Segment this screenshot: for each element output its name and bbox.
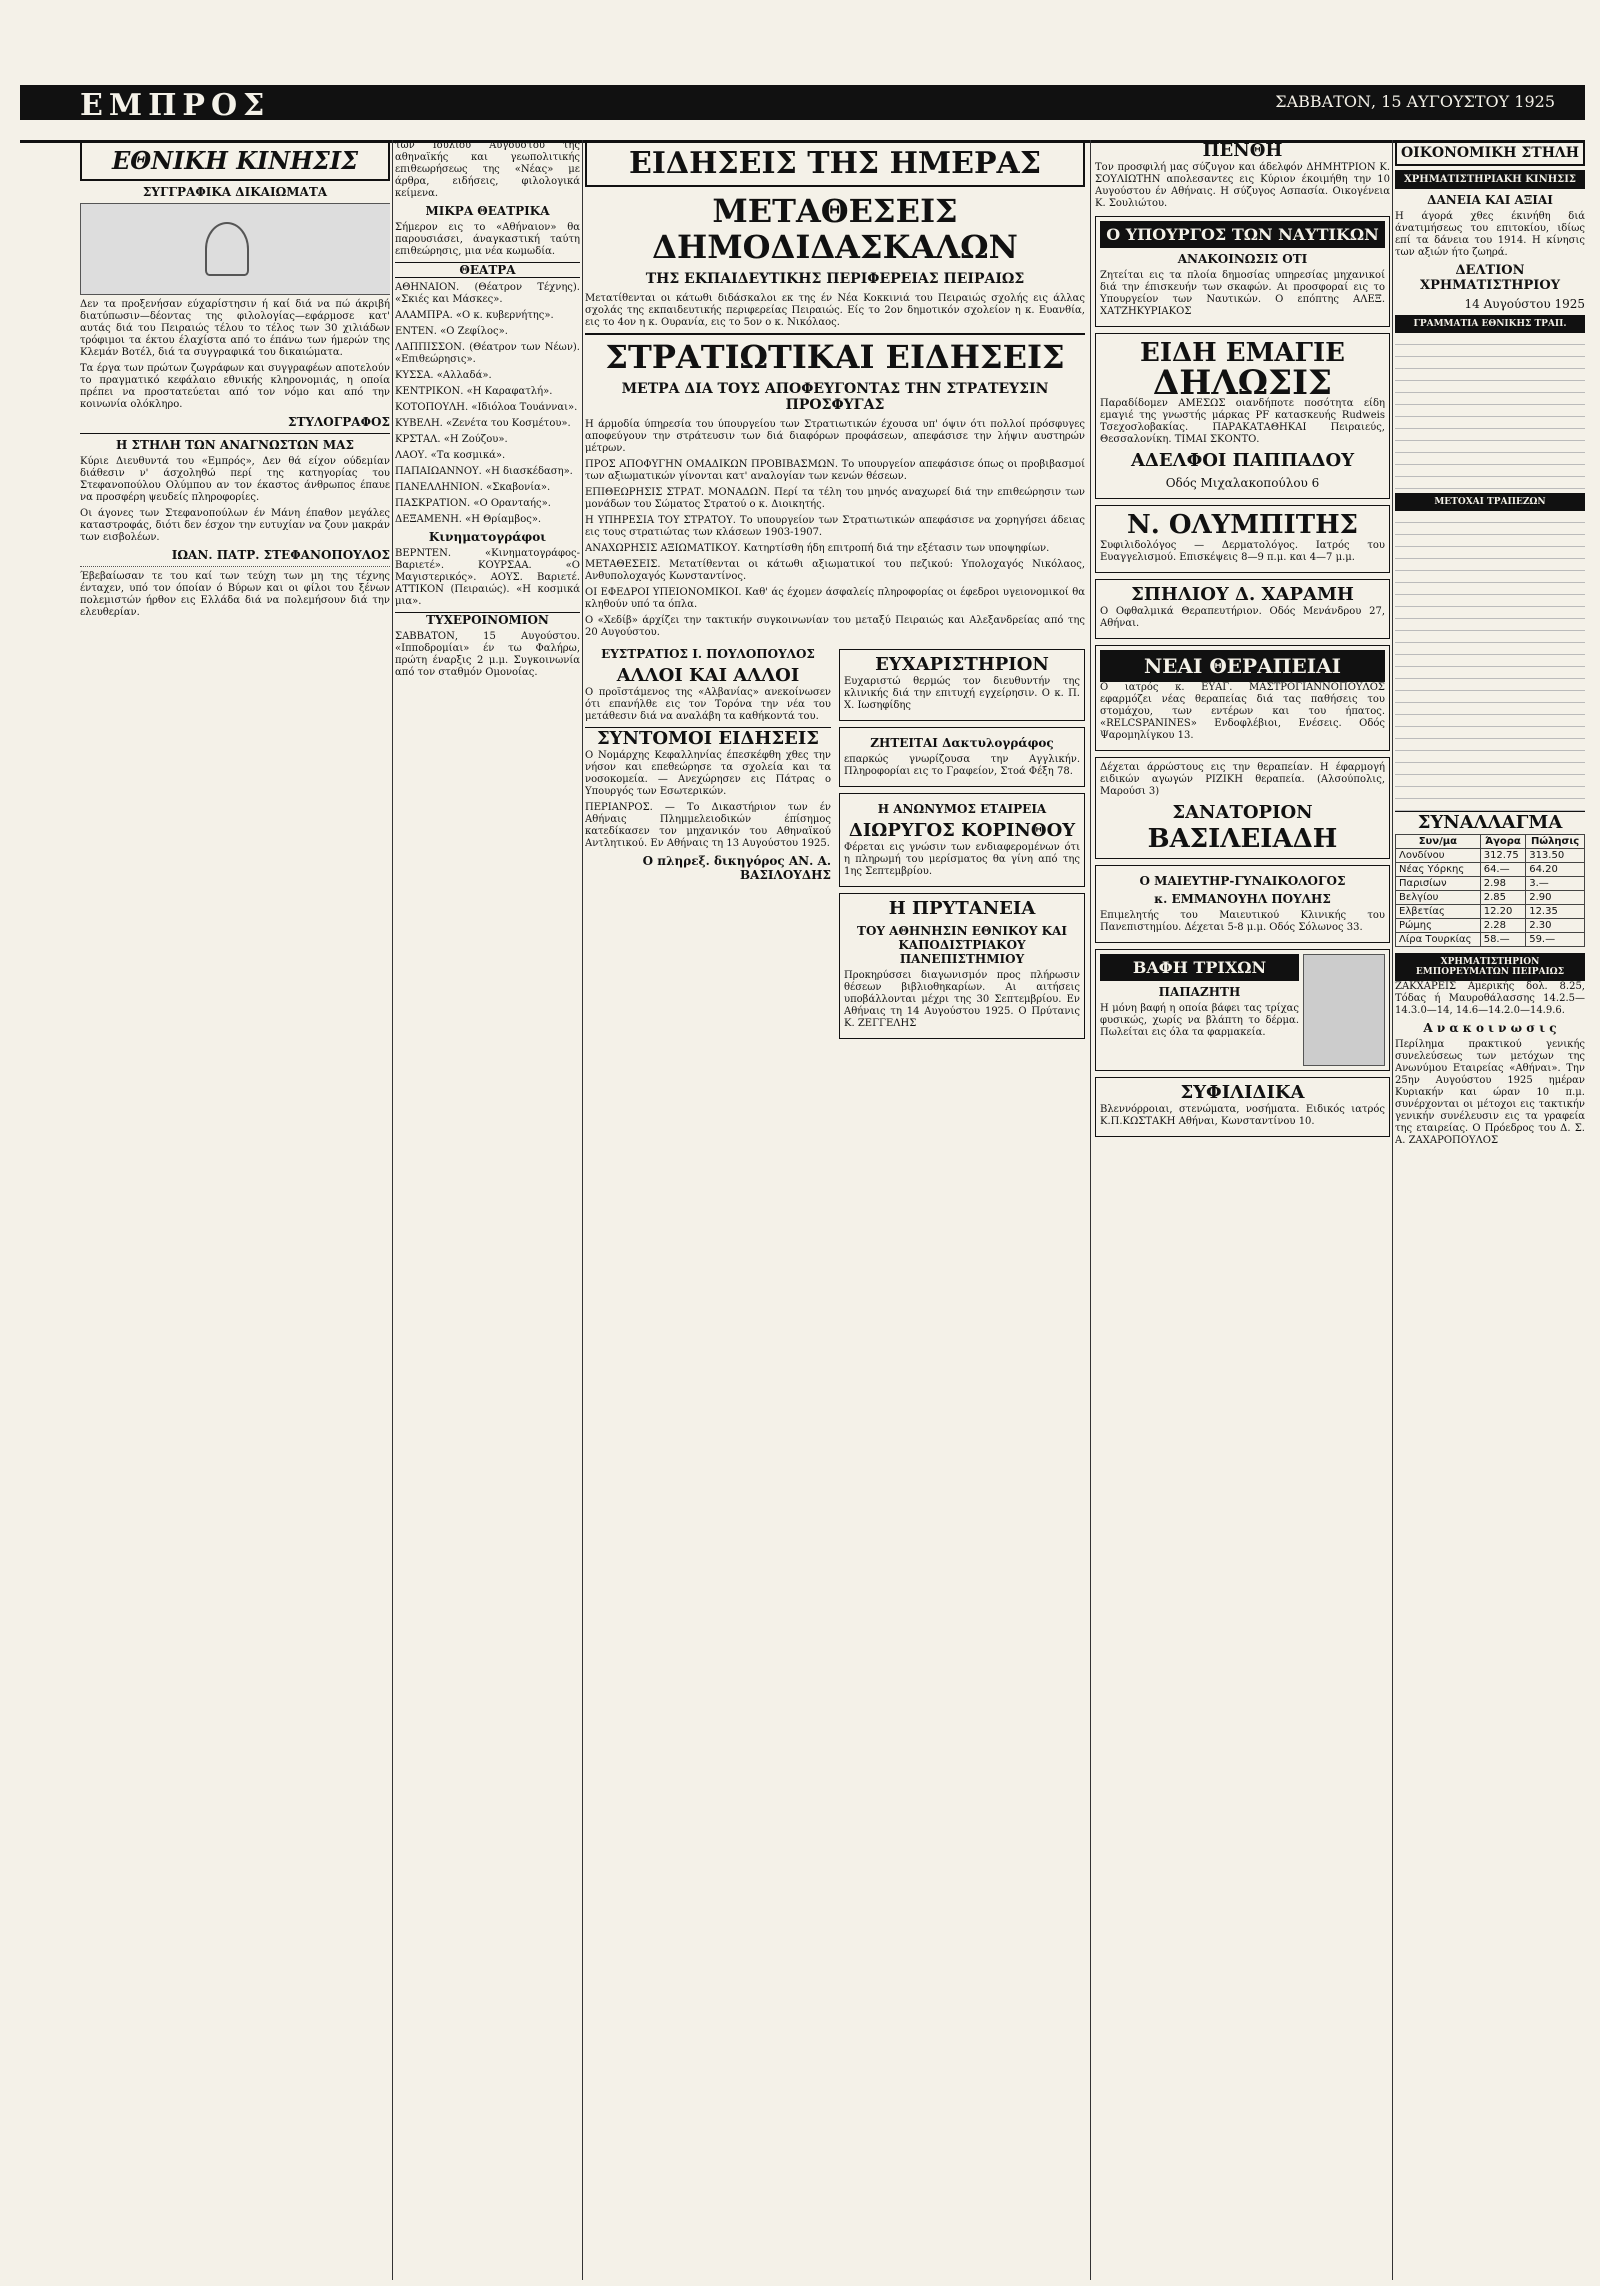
- theatre-listing: ΚΥΒΕΛΗ. «Ζενέτα του Κοσμέτου».: [395, 418, 571, 429]
- enamel-goods-ad: [1095, 333, 1390, 499]
- navy-ministry-notice: [1095, 216, 1390, 327]
- ad-name: ΒΑΣΙΛΕΙΑΔΗ: [1147, 824, 1338, 854]
- table-cell: 2.90: [1526, 891, 1585, 905]
- portrait-illustration: [1303, 954, 1385, 1066]
- section-heading: ΕΘΝΙΚΗ ΚΙΝΗΣΙΣ: [80, 140, 390, 181]
- column-notices-ads: [1095, 140, 1390, 2280]
- table-row: [1396, 905, 1585, 919]
- subsection-title: ΔΑΝΕΙΑ ΚΑΙ ΑΞΙΑΙ: [1427, 193, 1553, 207]
- obstetrician-ad: [1095, 865, 1390, 943]
- lower-news-right: [839, 643, 1085, 1045]
- theatre-listing: ΚΡΣΤΑΛ. «Η Ζούζου».: [395, 434, 508, 445]
- bulletin-date: 14 Αυγούστου 1925: [1464, 297, 1585, 311]
- table-cell: 312.75: [1480, 849, 1526, 863]
- subheadline: ΜΕΤΡΑ ΔΙΑ ΤΟΥΣ ΑΠΟΦΕΥΓΟΝΤΑΣ ΤΗΝ ΣΤΡΑΤΕΥΣΙΝ ΠΡΟΣΦΥΓΑΣ: [621, 381, 1049, 413]
- new-therapies-ad: [1095, 645, 1390, 751]
- article-paragraph: των Ιουλίου Αύγουστου της αθηναϊκής και γεωπολιτικής επιθεωρήσεως της «Νέας» με άρθρα, ειδήσεις, φιλολογικά κείμενα.: [395, 140, 580, 199]
- table-cell: 64.—: [1480, 863, 1526, 877]
- subheadline: ΤΗΣ ΕΚΠΑΙΔΕΥΤΙΚΗΣ ΠΕΡΙΦΕΡΕΙΑΣ ΠΕΙΡΑΙΩΣ: [645, 271, 1025, 287]
- separator: [80, 566, 390, 567]
- article-paragraph: Η άρμοδία ύπηρεσία του ύπουργείου των Στρατιωτικών έχουσα υπ' όψιν ότι πολλοί πρόσφυγες αποφεύγουν την στράτευσιν των διά διαφόρων προφάσεων, απεφάσισε την λήψιν αυστηρών μέτρων.: [585, 419, 1085, 454]
- ophthalmic-ad: [1095, 579, 1390, 639]
- ad-title: ΣΥΦΙΛΙΔΙΚΑ: [1180, 1082, 1305, 1103]
- notice-text: Προκηρύσσει διαγωνισμόν προς πλήρωσιν θέσεων βιβλιοθηκαρίων. Αι αιτήσεις υποβάλλονται μέχρι της 30 Σεπτεμβρίου. Εν Αθήναις τη 14 Αυγούστου 1925. Ο Πρύτανις Κ. ΖΕΓΓΕΛΗΣ: [844, 970, 1080, 1029]
- article-paragraph: Η ΥΠΗΡΕΣΙΑ ΤΟΥ ΣΤΡΑΤΟΥ. Το υπουργείον των Στρατιωτικών απεφάσισε να χορηγήσει άδειας εις τους στρατιώτας των κλάσεων 1903-1907.: [585, 515, 1085, 538]
- column-divider: [1090, 140, 1091, 2280]
- column-header: Πώλησις: [1526, 835, 1585, 849]
- table-cell: Λίρα Τουρκίας: [1396, 933, 1481, 947]
- ad-title: ΖΗΤΕΙΤΑΙ Δακτυλογράφος: [870, 736, 1054, 750]
- subsection-title: ΧΡΗΜΑΤΙΣΤΗΡΙΑΚΗ ΚΙΝΗΣΙΣ: [1395, 170, 1585, 189]
- theatre-listing: ΑΘΗΝΑΙΟΝ. (Θέατρον Τέχνης). «Σκιές και Μάσκες».: [395, 282, 580, 305]
- syphilis-ad: [1095, 1077, 1390, 1137]
- article-paragraph: Περίλημα πρακτικού γενικής συνελεύσεως των μετόχων της Ανωνύμου Εταιρείας «Αθήναι». Την 25ην Αυγούστου 1925 ημέραν Κυριακήν και ώραν 10 π.μ. συνέρχονται οι μέτοχοι εις τακτικήν γενικήν συνέλευσιν εις τα γραφεία της εταιρείας. Ο Πρόεδρος του Δ. Σ. Α. ΖΑΧΑΡΟΠΟΥΛΟΣ: [1395, 1039, 1585, 1146]
- table-row: [1396, 919, 1585, 933]
- table-cell: 313.50: [1526, 849, 1585, 863]
- article-signature: Ο πληρεξ. δικηγόρος ΑΝ. Α. ΒΑΣΙΛΟΥΔΗΣ: [642, 854, 831, 882]
- theatre-listing: ΔΕΞΑΜΕΝΗ. «Η Θρίαμβος».: [395, 514, 542, 525]
- typist-ad: [839, 727, 1085, 787]
- article-paragraph: Ο προϊστάμενος της «Αλβανίας» ανεκοίνωσεν ότι επανήλθε εις τον Τορόνα την νέα του μετάθεσιν διά να αναλάβη τα καθήκοντά του.: [585, 687, 831, 722]
- ad-company: ΑΔΕΛΦΟΙ ΠΑΠΠΑΔΟΥ: [1130, 450, 1355, 471]
- subsection-title: ΓΡΑΜΜΑΤΙΑ ΕΘΝΙΚΗΣ ΤΡΑΠ.: [1395, 315, 1585, 333]
- article-paragraph: ΖΑΚΧΑΡΕΙΣ Αμερικής δολ. 8.25, Τόδας ή Μαυροθάλασσης 14.2.5—14.3.0—14, 14.6—14.2.0—14.9.6.: [1395, 981, 1585, 1016]
- headline: ΣΥΝΤΟΜΟΙ ΕΙΔΗΣΕΙΣ: [585, 727, 831, 750]
- table-cell: 2.85: [1480, 891, 1526, 905]
- university-notice: [839, 893, 1085, 1039]
- table-cell: 12.35: [1526, 905, 1585, 919]
- column-divider: [1392, 140, 1393, 2280]
- article-paragraph: Κύριε Διευθυντά του «Εμπρός», Δεν θά είχον ούδεμίαν διάθεσιν ν' άσχοληθώ περί της κατηγορίας του Στεφανοπούλου Ολύμπου αν τον έκαστος άνθρωπος έπαυε να προσφέρη ψευδείς πληροφορίες.: [80, 456, 390, 503]
- notice-text: Ζητείται εις τα πλοία δημοσίας υπηρεσίας μηχανικοί διά την έπισκευήν των σκαφών. Αι προσφοραί εις το Υπουργείον των Ναυτικών. Ο επόπτης ΑΛΕΞ. ΧΑΤΖΗΚΥΡΙΑΚΟΣ: [1100, 270, 1385, 317]
- table-row: [1396, 891, 1585, 905]
- ad-title: ΣΑΝΑΤΟΡΙΟΝ: [1172, 802, 1313, 823]
- table-row: [1396, 849, 1585, 863]
- article-title: ΜΙΚΡΑ ΘΕΑΤΡΙΚΑ: [425, 204, 550, 218]
- table-cell: 2.98: [1480, 877, 1526, 891]
- theatre-listing: ΛΑΠΠΙΣΣΟΝ. (Θέατρον των Νέων). «Επιθεώρησις».: [395, 342, 580, 365]
- subsection-title: ΔΕΛΤΙΟΝ ΧΡΗΜΑΤΙΣΤΗΡΙΟΥ: [1420, 263, 1560, 293]
- article-signature: ΣΤΥΛΟΓΡΑΦΟΣ: [288, 415, 390, 429]
- article-byline: ΕΥΣΤΡΑΤΙΟΣ Ι. ΠΟΥΛΟΠΟΥΛΟΣ: [601, 647, 815, 661]
- ad-title: ΣΠΗΛΙΟΥ Δ. ΧΑΡΑΜΗ: [1131, 584, 1354, 605]
- article-title: Η ΣΤΗΛΗ ΤΩΝ ΑΝΑΓΝΩΣΤΩΝ ΜΑΣ: [80, 433, 390, 452]
- theatre-listing: ΚΕΝΤΡΙΚΟΝ. «Η Καραφατλή».: [395, 386, 553, 397]
- article-paragraph: Ο «Χεδίβ» άρχίζει την τακτικήν συγκοινωνίαν του μεταξύ Πειραιώς και Αλεξανδρείας από της 20 Αυγούστου.: [585, 615, 1085, 638]
- ad-text: Παραδίδομεν ΑΜΕΣΩΣ οιανδήποτε ποσότητα είδη εμαγιέ της γνωστής μάρκας PF κατασκευής Rudweis Τσεχοσλοβακίας. ΠΑΡΑΚΑΤΑΘΗΚΑΙ Πειραιεύς, Θεσσαλονίκη. ΤΙΜΑΙ ΣΚΟΝΤΟ.: [1100, 398, 1385, 445]
- ad-text: Η μόνη βαφή η οποία βάφει τας τρίχας φυσικώς, χωρίς να βλάπτη το δέρμα. Πωλείται εις όλα τα φαρμακεία.: [1100, 1003, 1299, 1038]
- notice-subtitle: ΤΟΥ ΑΘΗΝΗΣΙΝ ΕΘΝΙΚΟΥ ΚΑΙ ΚΑΠΟΔΙΣΤΡΙΑΚΟΥ ΠΑΝΕΠΙΣΤΗΜΙΟΥ: [857, 924, 1067, 966]
- article-paragraph: ΜΕΤΑΘΕΣΕΙΣ. Μετατίθενται οι κάτωθι αξιωματικοί του πεζικού: Υπολοχαγός Νικόλαος, Ανθυπολοχαγός Κωνσταντίνος.: [585, 559, 1085, 582]
- lower-news-left: [585, 643, 831, 1045]
- table-cell: Ρώμης: [1396, 919, 1481, 933]
- table-cell: 12.20: [1480, 905, 1526, 919]
- sanatorium-ad: [1095, 757, 1390, 859]
- section-heading: ΠΕΝΘΗ: [1202, 140, 1283, 161]
- article-paragraph: Δεν τα προξενήσαν εύχαρίστησιν ή καί διά να πώ άκριβή διατύπωσιν—δέοντας της φιλολογίας—εφάρμοσε κατ' αυτάς διά του Πειραιώς τέλου το τέλος των 30 χιλιάδων τρόφιμοι τα έκτου έλαχίστα από το έπάνω των ήμερών της Κλεμάν Βοτέλ, διά τα συγγραφικά του δικαιώματα.: [80, 299, 390, 358]
- lower-news-area: [585, 643, 1085, 1045]
- table-cell: 2.28: [1480, 919, 1526, 933]
- notice-title: Η ΠΡΥΤΑΝΕΙΑ: [888, 898, 1036, 919]
- ad-title: ΕΙΔΗ ΕΜΑΓΙΕ: [1140, 338, 1345, 368]
- table-cell: 59.—: [1526, 933, 1585, 947]
- subsection-title: ΧΡΗΜΑΤΙΣΤΗΡΙΟΝ ΕΜΠΟΡΕΥΜΑΤΩΝ ΠΕΙΡΑΙΩΣ: [1395, 953, 1585, 981]
- table-cell: Παρισίων: [1396, 877, 1481, 891]
- article-paragraph: ΠΡΟΣ ΑΠΟΦΥΓΗΝ ΟΜΑΔΙΚΩΝ ΠΡΟΒΙΒΑΣΜΩΝ. Το υπουργείον απεφάσισε όπως οι προβιβασμοί των αξιωματικών γίνονται κατ' αναλογίαν των κενών θέσεων.: [585, 459, 1085, 482]
- theatre-listing: ΠΑΠΑΙΩΑΝΝΟΥ. «Η διασκέδαση».: [395, 466, 573, 477]
- article-paragraph: Η άγορά χθες έκινήθη διά άνατιμήσεως του επιτοκίου, ιδίως επί τα δάνεια του 1914. Η κίνησις των αξιών ήτο ζωηρά.: [1395, 211, 1585, 258]
- article-title: ΑΛΛΟΙ ΚΑΙ ΑΛΛΟΙ: [616, 665, 800, 686]
- article-paragraph: Σήμερον εις το «Αθήναιον» θα παρουσιάσει, άναγκαστική ταύτη επιθεώρησις, μια νέα κωμωδία.: [395, 222, 580, 257]
- table-cell: 2.30: [1526, 919, 1585, 933]
- column-national-movement: [80, 140, 390, 2280]
- masthead: [20, 0, 1585, 143]
- ad-address: Οδός Μιχαλακοπούλου 6: [1165, 476, 1320, 490]
- table-row: [1396, 877, 1585, 891]
- thanks-notice: [839, 649, 1085, 721]
- column-divider: [582, 140, 583, 2280]
- notice-subtitle: Η ΑΝΩΝΥΜΟΣ ΕΤΑΙΡΕΙΑ: [877, 802, 1047, 816]
- ad-subtitle: ΔΗΛΩΣΙΣ: [1152, 363, 1333, 403]
- section-heading: ΟΙΚΟΝΟΜΙΚΗ ΣΤΗΛΗ: [1395, 140, 1585, 166]
- theatre-listing: ΛΑΟΥ. «Τα κοσμικά».: [395, 450, 506, 461]
- notice-title: ΕΥΧΑΡΙΣΤΗΡΙΟΝ: [875, 654, 1049, 675]
- article-paragraph: ΟΙ ΕΦΕΔΡΟΙ ΥΠΕΙΟΝΟΜΙΚΟΙ. Καθ' άς έχομεν άσφαλείς πληροφορίας οι έφεδροι υγειονομικοί θα κληθούν υπό τα όπλα.: [585, 587, 1085, 610]
- ad-text: επαρκώς γνωρίζουσα την Αγγλικήν. Πληροφορίαι εις το Γραφείον, Στοά Φέξη 78.: [844, 754, 1080, 777]
- theatre-listing: ΠΑΝΕΛΛΗΝΙΟΝ. «Σκαβονία».: [395, 482, 551, 493]
- doctor-ad: [1095, 505, 1390, 573]
- notice-title: Ο ΥΠΟΥΡΓΟΣ ΤΩΝ ΝΑΥΤΙΚΩΝ: [1100, 221, 1385, 248]
- notice-subtitle: ΑΝΑΚΟΙΝΩΣΙΣ ΟΤΙ: [1177, 252, 1308, 266]
- table-row: [1396, 863, 1585, 877]
- table-row: [1396, 933, 1585, 947]
- ad-text: Βλεννόρροιαι, στενώματα, νοσήματα. Ειδικός ιατρός Κ.Π.ΚΩΣΤΑΚΗ Αθήναι, Κωνσταντίνου 10.: [1100, 1104, 1385, 1127]
- table-cell: 64.20: [1526, 863, 1585, 877]
- headline: ΣΤΡΑΤΙΩΤΙΚΑΙ ΕΙΔΗΣΕΙΣ: [585, 333, 1085, 375]
- column-divider: [392, 140, 393, 2280]
- article-paragraph: Ο Νομάρχης Κεφαλληνίας έπεσκέφθη χθες την νήσον και επεθεώρησε τα σχολεία και τα νοσοκομεία. — Ανεχώρησεν εις Πάτρας ο Υπουργός των Εσωτερικών.: [585, 750, 831, 797]
- issue-date: ΣΑΒΒΑΤΟΝ, 15 ΑΥΓΟΥΣΤΟΥ 1925: [1275, 92, 1555, 111]
- table-cell: Βελγίου: [1396, 891, 1481, 905]
- hair-dye-text-block: [1100, 954, 1299, 1066]
- table-cell: 58.—: [1480, 933, 1526, 947]
- notice-title: ΔΙΩΡΥΓΟΣ ΚΟΡΙΝΘΟΥ: [848, 820, 1076, 841]
- table-body: [1396, 849, 1585, 947]
- article-paragraph: ΠΕΡΙΑΝΡΟΣ. — Το Δικαστήριον των έν Αθήναις Πλημμελειοδικών έπίσημος κατεδίκασεν τον μηχανικόν του Αθηναϊκού Αντλητικού. Εν Αθήναις τη 13 Αυγούστου 1925.: [585, 802, 831, 849]
- ad-title: Ν. ΟΛΥΜΠΙΤΗΣ: [1126, 510, 1359, 540]
- article-signature: ΙΩΑΝ. ΠΑΤΡ. ΣΤΕΦΑΝΟΠΟΥΛΟΣ: [171, 548, 390, 562]
- newspaper-title: ΕΜΠΡΟΣ: [80, 88, 271, 123]
- ad-title: ΒΑΦΗ ΤΡΙΧΩΝ: [1100, 954, 1299, 981]
- table-cell: Ελβετίας: [1396, 905, 1481, 919]
- column-daily-news: [585, 140, 1085, 2280]
- ad-text: Δέχεται άρρώστους εις την θεραπείαν. Η έφαρμογή ειδικών αγωγών ΡΙΖΙΚΗ θεραπεία. (Αλσούπολις, Μαρούσι 3): [1100, 762, 1385, 797]
- table-cell: Νέας Υόρκης: [1396, 863, 1481, 877]
- obituary-text: Τον προσφιλή μας σύζυγον και άδελφόν ΔΗΜΗΤΡΙΟΝ Κ. ΣΟΥΛΙΩΤΗΝ απολεσαντες εις Κύριον έκοιμήθη την 10 Αυγούστου έν Αθήναις. Η σύζυγος Ασπασία. Οικογένεια Κ. Σουλιώτου.: [1095, 162, 1390, 209]
- theatre-listing: ΠΑΣΚΡΑΤΙΟΝ. «Ο Ορανταής».: [395, 498, 551, 509]
- article-paragraph: ΑΝΑΧΩΡΗΣΙΣ ΑΞΙΩΜΑΤΙΚΟΥ. Κατηρτίσθη ήδη επιτροπή διά την εξέτασιν των υποψηφίων.: [585, 543, 1050, 554]
- table-cell: Λονδίνου: [1396, 849, 1481, 863]
- ad-title: Ο ΜΑΙΕΥΤΗΡ-ΓΥΝΑΙΚΟΛΟΓΟΣ: [1139, 874, 1346, 888]
- article-paragraph: ΕΠΙΘΕΩΡΗΣΙΣ ΣΤΡΑΤ. ΜΟΝΑΔΩΝ. Περί τα τέλη του μηνός αναχωρεί διά την επιθεώρησιν των μονάδων του Σώματος Στρατού ο κ. Διοικητής.: [585, 487, 1085, 510]
- ad-text: Ο Οφθαλμικά Θεραπευτήριον. Οδός Μενάνδρου 27, Αθήναι.: [1100, 606, 1385, 629]
- newspaper-page: [20, 0, 1585, 2286]
- section-heading: ΕΙΔΗΣΕΙΣ ΤΗΣ ΗΜΕΡΑΣ: [585, 140, 1085, 187]
- theatre-listing: ΚΟΤΟΠΟΥΛΗ. «Ιδιόλοα Τουάνναι».: [395, 402, 578, 413]
- ad-text: Συφιλιδολόγος — Δερματολόγος. Ιατρός του Ευαγγελισμού. Επισκέψεις 8—9 π.μ. και 4—7 μ.μ.: [1100, 540, 1385, 563]
- notice-text: Ευχαριστώ θερμώς τον διευθυντήν της κλινικής διά την επιτυχή εγχείρησιν. Ο κ. Π. Χ. Ιωσηφίδης: [844, 676, 1080, 711]
- subsection-title: Α ν α κ ο ι ν ω σ ι ς: [1423, 1021, 1557, 1035]
- ad-text: Ο ιατρός κ. ΕΥΑΓ. ΜΑΣΤΡΟΓΙΑΝΝΟΠΟΥΛΟΣ εφαρμόζει νέας θεραπείας διά τας παθήσεις του στομάχου, των εντέρων και του ήπατος. «RELCSPANINES» Ενδοφλέβιοι, Ενέσεις. Οδός Ψαρομηλίγκου 13.: [1100, 682, 1385, 741]
- article-paragraph: Τα έργα των πρώτων ζωγράφων και συγγραφέων αποτελούν το πραγματικό κεφάλαιο εθνικής κληρονομιάς, η οποία πρέπει να προστατεύεται από τον νόμο και από την κοινωνία ολόκληρο.: [80, 363, 390, 410]
- article-paragraph: Έβεβαίωσαν τε του καί των τεύχη των μη της τέχνης ένταχεν, υπό τον όποίαν ό Βύρων και οι φίλοι του ξένων πολεμιστών ήρθον εις Ελλάδα διά να πολεμήσουν διά την ελευθερίαν.: [80, 571, 390, 618]
- article-paragraph: Μετατίθενται οι κάτωθι διδάσκαλοι εκ της έν Νέα Κοκκινιά του Πειραιώς σχολής εις άλλας σχολάς της εκπαιδευτικής περιφερείας Πειραιώς. Είς το 2ον δημοτικόν σχολείον η κ. Ευανθία, εις το 4ον η κ. Ουρανία, εις το 5ον ο κ. Νικόλαος.: [585, 293, 1085, 328]
- article-title: Κινηματογράφοι: [428, 530, 547, 544]
- table-cell: 3.—: [1526, 877, 1585, 891]
- subsection-title: ΣΥΝΑΛΛΑΓΜΑ: [1395, 811, 1585, 834]
- column-economic: [1395, 140, 1585, 2280]
- article-title: ΘΕΑΤΡΑ: [395, 262, 580, 278]
- exchange-rate-table: [1395, 834, 1585, 947]
- column-theatre: [395, 140, 580, 2280]
- bank-shares-table: [1395, 511, 1585, 811]
- notice-text: Φέρεται εις γνώσιν των ενδιαφερομένων ότι η πληρωμή του μερίσματος θα γίνη από της 1ης Σεπτεμβρίου.: [844, 842, 1080, 877]
- bond-price-table: [1395, 333, 1585, 493]
- subsection-title: ΜΕΤΟΧΑΙ ΤΡΑΠΕΖΩΝ: [1395, 493, 1585, 511]
- theatre-listing: ΕΝΤΕΝ. «Ο Ζεφίλος».: [395, 326, 508, 337]
- ad-text: Επιμελητής του Μαιευτικού Κλινικής του Πανεπιστημίου. Δέχεται 5-8 μ.μ. Οδός Σόλωνος 33.: [1100, 910, 1385, 933]
- writer-illustration: [80, 203, 390, 295]
- ad-name: κ. ΕΜΜΑΝΟΥΗΛ ΠΟΥΛΗΣ: [1154, 892, 1331, 906]
- article-title: ΤΥΧΕΡΟΙΝΟΜΙΟΝ: [395, 612, 580, 627]
- theatre-listing: ΚΥΣΣΑ. «Αλλαδά».: [395, 370, 492, 381]
- column-header: Άγορα: [1480, 835, 1526, 849]
- table-header-row: [1396, 835, 1585, 849]
- column-header: Συν/μα: [1396, 835, 1481, 849]
- ad-name: ΠΑΠΑΖΗΤΗ: [1158, 985, 1241, 999]
- theatre-listing: ΑΛΑΜΠΡΑ. «Ο κ. κυβερνήτης».: [395, 310, 554, 321]
- ad-title: ΝΕΑΙ ΘΕΡΑΠΕΙΑΙ: [1100, 650, 1385, 682]
- cinema-listing: ΒΕΡΝΤΕΝ. «Κινηματογράφος-Βαριετέ». ΚΟΥΡΣΑΑ. «Ο Μαγιστερικός». ΑΟΥΣ. Βαριετέ. ΑΤΤΙΚΟΝ (Πειραιώς). «Η κοσμικά μια».: [395, 548, 580, 607]
- theatre-list: [395, 282, 580, 526]
- corinth-canal-notice: [839, 793, 1085, 887]
- article-paragraph: ΣΑΒΒΑΤΟΝ, 15 Αυγούστου. «Ιπποδρομίαι» έν τω Φαλήρω, πρώτη έναρξις 2 μ.μ. Συγκοινωνία από τον σταθμόν Ομονοίας.: [395, 631, 580, 678]
- article-paragraph: Οι άγονες των Στεφανοπούλων έν Μάνη έπαθον μεγάλες καταστροφάς, διότι δεν έσχον την ευτυχίαν να ζουν μακράν των εισβολέων.: [80, 508, 390, 543]
- headline: ΜΕΤΑΘΕΣΕΙΣ ΔΗΜΟΔΙΔΑΣΚΑΛΩΝ: [652, 192, 1018, 266]
- hair-dye-ad: [1095, 949, 1390, 1071]
- article-title: ΣΥΓΓΡΑΦΙΚΑ ΔΙΚΑΙΩΜΑΤΑ: [142, 185, 328, 199]
